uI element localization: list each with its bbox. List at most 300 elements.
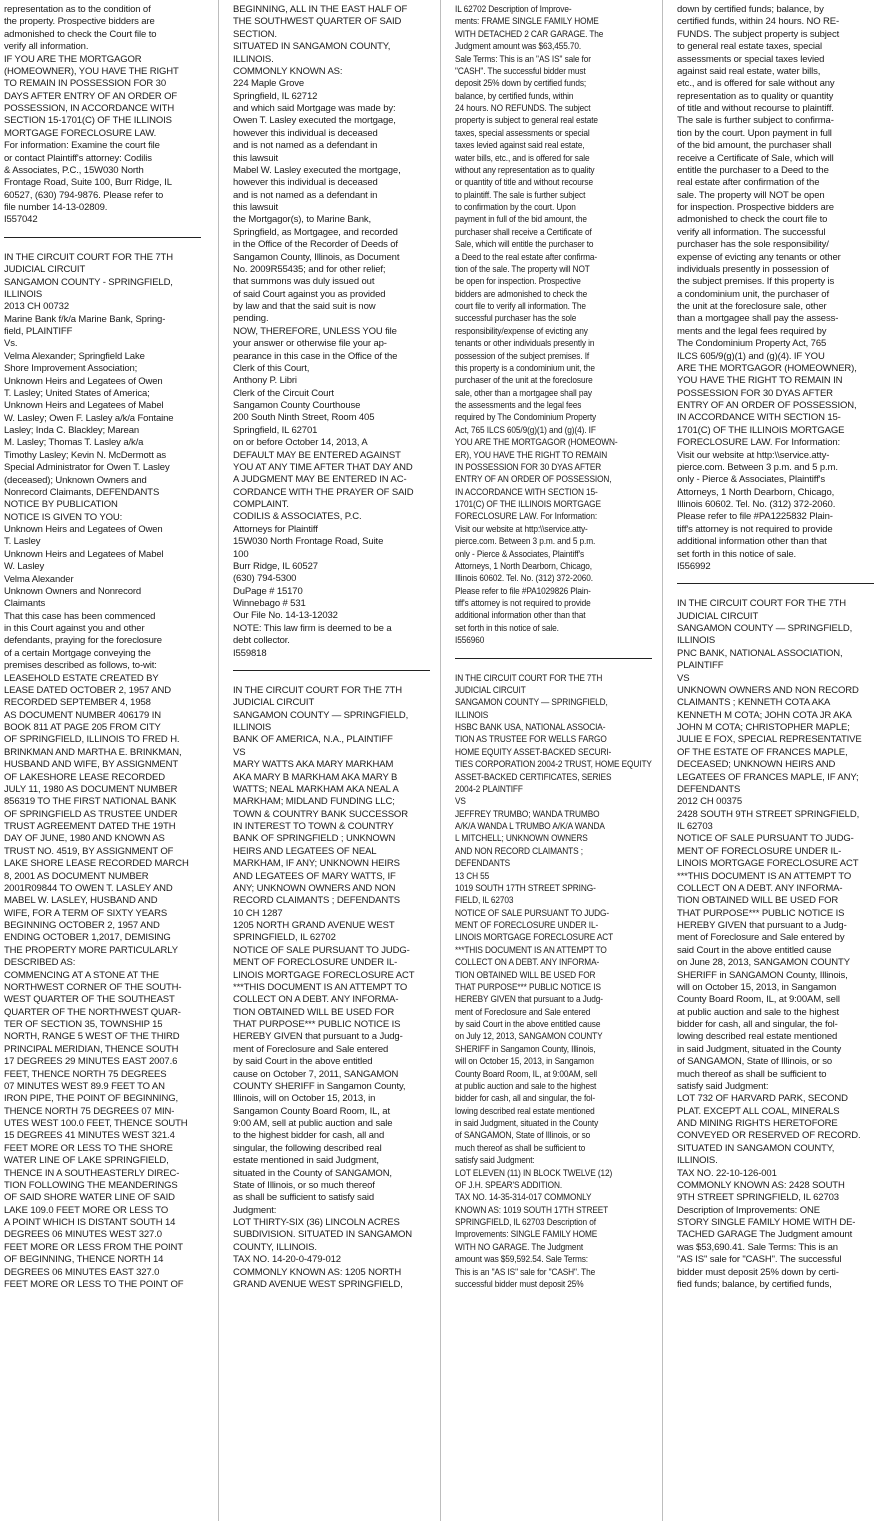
- notice-text-line: (HOMEOWNER), YOU HAVE THE RIGHT: [4, 65, 179, 77]
- notice-text-line: DAY OF JUNE, 1980 AND KNOWN AS: [4, 833, 165, 845]
- notice-text-line: only - Pierce & Associates, Plaintiff's: [455, 548, 584, 560]
- notice-text-line: BANK OF AMERICA, N.A., PLAINTIFF: [233, 734, 393, 746]
- notice-text-line: Please refer to file #PA1029826 Plain-: [455, 585, 591, 597]
- notice-text-line: responsibility/expense of evicting any: [455, 325, 588, 337]
- notice-text-line: LAKE SHORE LEASE RECORDED MARCH: [4, 858, 189, 870]
- notice-text-line: LINOIS MORTGAGE FORECLOSURE ACT: [677, 858, 859, 870]
- notice-text-line: IN THE CIRCUIT COURT FOR THE 7TH: [677, 598, 846, 610]
- notice-text-line: THAT PURPOSE*** PUBLIC NOTICE IS: [455, 981, 601, 993]
- notice-text-line: in said Judgment, situated in the County: [677, 1043, 842, 1055]
- notice-text-line: at public auction and sale to the highest: [677, 1006, 839, 1018]
- notice-text-line: successful bidder must deposit 25%: [455, 1278, 584, 1290]
- notice-text-line: TO REMAIN IN POSSESSION FOR 30: [4, 78, 166, 90]
- legal-notice: [4, 4, 201, 227]
- notice-text-line: 200 South Ninth Street, Room 405: [233, 412, 375, 424]
- notice-text-line: DuPage # 15170: [233, 585, 303, 597]
- notice-text-line: YOU ARE THE MORTGAGOR (HOMEOWN-: [455, 437, 618, 449]
- notice-text-line: I557042: [4, 214, 38, 226]
- notice-text-line: NOW, THEREFORE, UNLESS YOU file: [233, 325, 397, 337]
- notice-text-line: Act, 765 ILCS 605/9(g)(1) and (g)(4). IF: [455, 424, 596, 436]
- notice-text-line: purchaser of the unit at the foreclosure: [455, 375, 593, 387]
- notice-text-line: I559818: [233, 647, 267, 659]
- notice-text-line: LINOIS MORTGAGE FORECLOSURE ACT: [233, 969, 415, 981]
- notice-text-line: pierce.com. Between 3 p.m. and 5 p.m.: [455, 536, 596, 548]
- notice-text-line: Shore Improvement Association;: [4, 363, 138, 375]
- notice-text-line: Frontage Road, Suite 100, Burr Ridge, IL: [4, 177, 172, 189]
- notice-text-line: COLLECT ON A DEBT. ANY INFORMA-: [455, 957, 600, 969]
- notice-text-line: IN INTEREST TO TOWN & COUNTRY: [233, 821, 394, 832]
- notice-text-line: the Mortgagor(s), to Marine Bank,: [233, 214, 372, 226]
- notice-text-line: lowing described real estate mentioned: [455, 1105, 595, 1117]
- notice-text-line: WATTS; NEAL MARKHAM AKA NEAL A: [233, 783, 399, 795]
- notice-text-line: expense of evicting any tenants or other: [677, 251, 841, 263]
- notice-text-line: 856319 TO THE FIRST NATIONAL BANK: [4, 796, 177, 808]
- notice-text-line: Clerk of this Court,: [233, 362, 310, 374]
- notice-text-line: 13 CH 55: [455, 870, 490, 882]
- notice-text-line: on or before October 14, 2013, A: [233, 437, 368, 449]
- notice-text-line: NOTICE OF SALE PURSUANT TO JUDG-: [677, 833, 854, 845]
- notice-text-line: MORTGAGE FORECLOSURE LAW.: [4, 127, 157, 139]
- notice-text-line: Illinois 60602. Tel. No. (312) 372-2060.: [677, 499, 836, 510]
- notice-separator: [455, 658, 652, 659]
- notice-text-line: HUSBAND AND WIFE, BY ASSIGNMENT: [4, 759, 178, 771]
- notice-text-line: taxes, special assessments or special: [455, 127, 590, 139]
- notice-text-line: SANGAMON COUNTY — SPRINGFIELD,: [677, 623, 853, 634]
- notice-text-line: individuals presently in possession of: [677, 263, 829, 275]
- notice-text-line: 15 DEGREES 41 MINUTES WEST 321.4: [4, 1130, 175, 1142]
- notice-text-line: NOTICE BY PUBLICATION: [4, 499, 118, 511]
- notice-text-line: of the bid amount, the purchaser shall: [677, 140, 832, 152]
- notice-text-line: the unit at the foreclosure sale, other: [677, 301, 827, 312]
- notice-text-line: Unknown Owners and Nonrecord: [4, 585, 142, 597]
- notice-text-line: without any representation as to quality: [455, 164, 595, 176]
- notice-text-line: tiff's attorney is not required to provide: [455, 598, 591, 609]
- notice-text-line: County Board Room, IL, at 9:00AM, sell: [455, 1068, 597, 1080]
- notice-text-line: pierce.com. Between 3 p.m. and 5 p.m.: [677, 461, 838, 473]
- notice-text-line: MENT OF FORECLOSURE UNDER IL-: [233, 957, 398, 969]
- notice-text-line: court file to verify all information. The: [455, 301, 586, 312]
- notice-text-line: 1701(C) OF THE ILLINOIS MORTGAGE: [677, 424, 845, 436]
- notice-text-line: TAX NO. 14-20-0-479-012: [233, 1254, 341, 1266]
- notice-text-line: at public auction and sale to the highest: [455, 1080, 597, 1092]
- notice-text-line: the assessments and the legal fees: [455, 400, 582, 411]
- notice-text-line: HEREBY GIVEN that pursuant to a Judg-: [233, 1031, 403, 1043]
- notice-text-line: tenants or other individuals presently in: [455, 338, 595, 350]
- notice-text-line: OF SPRINGFIELD AS TRUSTEE UNDER: [4, 808, 178, 820]
- notice-text-line: file number 14-13-02809.: [4, 202, 108, 213]
- notice-text-line: in this Court against you and other: [4, 623, 145, 634]
- notice-text-line: 9:00 AM, sell at public auction and sale: [233, 1118, 393, 1129]
- notice-text-line: JULY 11, 1980 AS DOCUMENT NUMBER: [4, 783, 178, 795]
- notice-text-line: 1205 NORTH GRAND AVENUE WEST: [233, 920, 395, 931]
- notice-text-line: W. Lasley; Owen F. Lasley a/k/a Fontaine: [4, 412, 174, 424]
- notice-text-line: No. 2009R55435; and for other relief;: [233, 263, 386, 275]
- notice-text-line: bidder for cash, all and singular, the fol-: [677, 1019, 838, 1030]
- notice-text-line: PLAT. EXCEPT ALL COAL, MINERALS: [677, 1105, 840, 1117]
- notice-text-line: SECTION 15-1701(C) OF THE ILLINOIS: [4, 115, 172, 127]
- notice-text-line: 224 Maple Grove: [233, 78, 305, 90]
- notice-text-line: this lawsuit: [233, 202, 279, 213]
- notice-text-line: to confirmation by the court. Upon: [455, 202, 576, 213]
- notice-text-line: 100: [233, 548, 249, 560]
- notice-text-line: Lasley; Inda C. Blackley; Marean: [4, 425, 140, 436]
- notice-text-line: on June 28, 2013, SANGAMON COUNTY: [677, 957, 850, 969]
- notice-text-line: ment of Foreclosure and Sale entered by: [677, 932, 845, 944]
- notice-text-line: RECORDED SEPTEMBER 4, 1958: [4, 697, 151, 709]
- notice-text-line: SHERIFF in Sangamon County, Illinois,: [455, 1043, 596, 1055]
- notice-text-line: AND LEGATEES OF MARY WATTS, IF: [233, 870, 396, 882]
- notice-text-line: against said real estate, water bills,: [677, 65, 821, 77]
- notice-text-line: set forth in this notice of sale.: [455, 622, 559, 634]
- notice-text-line: COMPLAINT.: [233, 499, 289, 510]
- notice-text-line: admonished to check the court file to: [677, 214, 828, 226]
- notice-text-line: LEGATEES OF FRANCES MAPLE, IF ANY;: [677, 771, 859, 783]
- notice-text-line: GRAND AVENUE WEST SPRINGFIELD,: [233, 1278, 403, 1290]
- notice-text-line: tiff's attorney is not required to provide: [677, 523, 833, 535]
- notice-text-line: COLLECT ON A DEBT. ANY INFORMA-: [677, 882, 843, 894]
- notice-text-line: LOT ELEVEN (11) IN BLOCK TWELVE (12): [455, 1167, 613, 1179]
- notice-text-line: ER), YOU HAVE THE RIGHT TO REMAIN: [455, 449, 608, 461]
- notice-text-line: ***THIS DOCUMENT IS AN ATTEMPT TO: [455, 944, 607, 956]
- notice-text-line: TION OBTAINED WILL BE USED FOR: [677, 895, 839, 907]
- notice-text-line: SITUATED IN SANGAMON COUNTY,: [677, 1142, 835, 1154]
- notice-text-line: by law and that the said suit is now: [233, 301, 376, 312]
- notice-text-line: than a mortgagee shall pay the assess-: [677, 313, 839, 325]
- notice-text-line: HOME EQUITY ASSET-BACKED SECURI-: [455, 746, 612, 758]
- notice-text-line: by said Court in the above entitled cause: [455, 1019, 601, 1030]
- column-divider: [662, 0, 663, 1521]
- notice-text-line: in said Judgment, situated in the County: [455, 1118, 599, 1129]
- notice-text-line: Judgment amount was $63,455.70.: [455, 41, 582, 53]
- notice-text-line: of SANGAMON, State of Illinois, or so: [455, 1130, 591, 1142]
- notice-text-line: CONVEYED OR RESERVED OF RECORD.: [677, 1130, 861, 1142]
- notice-text-line: OF THE ESTATE OF FRANCES MAPLE,: [677, 746, 848, 758]
- notice-text-line: 10 CH 1287: [233, 907, 283, 919]
- notice-text-line: admonished to check the Court file to: [4, 28, 157, 40]
- notice-text-line: 1019 SOUTH 17TH STREET SPRING-: [455, 882, 596, 894]
- notice-text-line: Unknown Heirs and Legatees of Owen: [4, 524, 163, 535]
- notice-text-line: assessments or special taxes levied: [677, 53, 825, 65]
- notice-text-line: STORY SINGLE FAMILY HOME WITH DE-: [677, 1217, 856, 1228]
- notice-text-line: Winnebago # 531: [233, 598, 306, 609]
- notice-text-line: WITH NO GARAGE. The Judgment: [455, 1241, 584, 1253]
- notice-text-line: to general real estate taxes, special: [677, 41, 823, 53]
- notice-text-line: HSBC BANK USA, NATIONAL ASSOCIA-: [455, 722, 606, 733]
- notice-text-line: was $53,690.41. Sale Terms: This is an: [677, 1241, 838, 1253]
- notice-text-line: singular, the following described real: [233, 1142, 382, 1154]
- notice-text-line: ILLINOIS: [233, 722, 272, 733]
- notice-text-line: pending.: [233, 313, 269, 325]
- notice-text-line: 15W030 North Frontage Road, Suite: [233, 536, 384, 548]
- notice-text-line: as shall be sufficient to satisfy said: [233, 1192, 375, 1204]
- notice-text-line: premises described as follows, to-wit:: [4, 660, 157, 672]
- notice-text-line: ILLINOIS: [677, 635, 716, 647]
- notice-text-line: For information: Examine the court file: [4, 140, 160, 152]
- notice-text-line: TION FOLLOWING THE MEANDERINGS: [4, 1179, 178, 1191]
- notice-text-line: however this individual is deceased: [233, 127, 378, 139]
- notice-text-line: CLAIMANTS ; KENNETH COTA AKA: [677, 697, 831, 709]
- notice-text-line: SUBDIVISION. SITUATED IN SANGAMON: [233, 1229, 413, 1241]
- notice-text-line: SECTION.: [233, 28, 277, 40]
- notice-text-line: W. Lasley: [4, 561, 45, 573]
- notice-text-line: FORECLOSURE LAW. For Information:: [677, 437, 841, 449]
- notice-text-line: COMMONLY KNOWN AS:: [233, 65, 343, 77]
- notice-text-line: HEREBY GIVEN that pursuant to a Judg-: [455, 994, 603, 1006]
- notice-text-line: I556960: [455, 635, 485, 647]
- notice-text-line: this property is a condominium unit, the: [455, 362, 595, 374]
- notice-text-line: The Condominium Property Act, 765: [677, 338, 827, 350]
- notice-text-line: LEASE DATED OCTOBER 2, 1957 AND: [4, 684, 171, 696]
- notice-text-line: AND NON RECORD CLAIMANTS ;: [455, 845, 583, 857]
- notice-text-line: IN ACCORDANCE WITH SECTION 15-: [677, 412, 841, 424]
- notice-text-line: VS: [677, 672, 690, 684]
- notice-text-line: said Court in the above entitled cause: [677, 944, 832, 956]
- notice-text-line: SPRINGFIELD, IL 62703 Description of: [455, 1217, 596, 1228]
- notice-text-line: purchaser has the sole responsibility/: [677, 239, 829, 251]
- notice-text-line: pearance in this case in the Office of the: [233, 350, 398, 362]
- notice-text-line: IL 62702 Description of Improve-: [455, 4, 572, 15]
- notice-text-line: set forth in this notice of sale.: [677, 548, 797, 560]
- notice-text-line: Attorneys, 1 North Dearborn, Chicago,: [677, 486, 835, 498]
- notice-text-line: and is not named as a defendant in: [233, 189, 378, 201]
- notice-text-line: only - Pierce & Associates, Plaintiff's: [677, 474, 825, 486]
- notice-text-line: 07 MINUTES WEST 89.9 FEET TO AN: [4, 1080, 165, 1092]
- notice-text-line: AS DOCUMENT NUMBER 406179 IN: [4, 709, 161, 721]
- notice-text-line: LOT THIRTY-SIX (36) LINCOLN ACRES: [233, 1217, 400, 1228]
- notice-text-line: OF BEGINNING, THENCE NORTH 14: [4, 1254, 164, 1266]
- notice-text-line: A JUDGMENT MAY BE ENTERED IN AC-: [233, 474, 407, 486]
- notice-text-line: TACHED GARAGE The Judgment amount: [677, 1229, 853, 1241]
- notice-text-line: BEGINNING, ALL IN THE EAST HALF OF: [233, 4, 408, 15]
- notice-text-line: Marine Bank f/k/a Marine Bank, Spring-: [4, 313, 166, 325]
- notice-text-line: MARKHAM, IF ANY; UNKNOWN HEIRS: [233, 858, 400, 870]
- notice-text-line: YOU HAVE THE RIGHT TO REMAIN IN: [677, 375, 843, 387]
- notice-text-line: DEFENDANTS: [455, 858, 511, 870]
- notice-text-line: This is an "AS IS" sale for "CASH". The: [455, 1266, 596, 1278]
- notice-text-line: the property. Prospective bidders are: [4, 16, 155, 28]
- notice-text-line: Mabel W. Lasley executed the mortgage,: [233, 164, 401, 176]
- notice-text-line: RECORD CLAIMANTS ; DEFENDANTS: [233, 895, 401, 907]
- notice-text-line: Claimants: [4, 598, 46, 610]
- notice-text-line: estate mentioned in said Judgment,: [233, 1155, 379, 1167]
- notice-text-line: lowing described real estate mentioned: [677, 1031, 838, 1043]
- notice-text-line: JOHN M COTA; CHRISTOPHER MAPLE;: [677, 722, 850, 733]
- notice-text-line: 1701(C) OF THE ILLINOIS MORTGAGE: [455, 499, 601, 510]
- notice-text-line: Anthony P. Libri: [233, 375, 297, 387]
- notice-text-line: in the Office of the Recorder of Deeds of: [233, 239, 398, 251]
- notice-text-line: Visit our website at http:\\service.atty-: [455, 523, 588, 535]
- notice-text-line: possession of the subject premises. If: [455, 350, 590, 362]
- notice-text-line: WEST QUARTER OF THE SOUTHEAST: [4, 994, 175, 1006]
- column-1: [4, 4, 201, 1519]
- notice-text-line: POSSESSION FOR 30 DYAS AFTER: [677, 387, 833, 399]
- legal-notice: [4, 252, 201, 1292]
- notice-text-line: Velma Alexander: [4, 573, 74, 585]
- notice-text-line: BANK OF SPRINGFIELD ; UNKNOWN: [233, 833, 396, 845]
- notice-text-line: FUNDS. The subject property is subject: [677, 28, 840, 40]
- notice-text-line: ILLINOIS.: [677, 1155, 718, 1167]
- notice-text-line: State of Illinois, or so much thereof: [233, 1179, 375, 1191]
- column-divider: [440, 0, 441, 1521]
- notice-text-line: THENCE NORTH 75 DEGREES 07 MIN-: [4, 1105, 175, 1117]
- notice-text-line: Illinois 60602. Tel. No. (312) 372-2060.: [455, 573, 593, 585]
- notice-text-line: NOTICE OF SALE PURSUANT TO JUDG-: [233, 944, 410, 956]
- notice-text-line: COMMENCING AT A STONE AT THE: [4, 969, 160, 981]
- notice-text-line: NOTICE IS GIVEN TO YOU:: [4, 511, 123, 523]
- notice-text-line: 2004-2 PLAINTIFF: [455, 783, 523, 795]
- notice-text-line: Springfield, as Mortgagee, and recorded: [233, 226, 398, 238]
- notice-text-line: certified funds, within 24 hours. NO RE-: [677, 16, 840, 28]
- notice-text-line: HEREBY GIVEN that pursuant to a Judg-: [677, 920, 847, 931]
- notice-text-line: TAX NO. 22-10-126-001: [677, 1167, 777, 1179]
- notice-text-line: tion by the court. Upon payment in full: [677, 127, 832, 139]
- notice-text-line: taxes levied against said real estate,: [455, 140, 585, 152]
- notice-text-line: WITH DETACHED 2 CAR GARAGE. The: [455, 28, 604, 40]
- notice-text-line: OF LAKESHORE LEASE RECORDED: [4, 771, 165, 783]
- notice-text-line: The sale is further subject to confirma-: [677, 115, 834, 127]
- notice-text-line: FORECLOSURE LAW. For Information:: [455, 511, 598, 523]
- notice-text-line: ANY; UNKNOWN OWNERS AND NON: [233, 882, 396, 894]
- notice-text-line: ENTRY OF AN ORDER OF POSSESSION,: [677, 400, 857, 411]
- notice-text-line: additional information other than that: [455, 610, 586, 622]
- notice-text-line: field, PLAINTIFF: [4, 326, 73, 337]
- notice-text-line: LEASEHOLD ESTATE CREATED BY: [4, 672, 159, 684]
- notice-text-line: QUARTER OF THE NORTHWEST QUAR-: [4, 1006, 181, 1018]
- notice-text-line: on July 12, 2013, SANGAMON COUNTY: [455, 1031, 603, 1043]
- notice-text-line: BOOK 811 AT PAGE 205 FROM CITY: [4, 722, 161, 733]
- notice-text-line: ments: FRAME SINGLE FAMILY HOME: [455, 16, 599, 28]
- notice-text-line: to plaintiff. The sale is further subject: [455, 189, 586, 201]
- notice-text-line: amount was $59,592.54. Sale Terms:: [455, 1254, 589, 1266]
- notice-text-line: OF SAID SHORE WATER LINE OF SAID: [4, 1192, 175, 1204]
- notice-text-line: Timothy Lasley; Kevin N. McDermott as: [4, 449, 167, 461]
- notice-text-line: JUDICIAL CIRCUIT: [677, 610, 759, 622]
- notice-text-line: Sangamon County Board Room, IL, at: [233, 1105, 390, 1117]
- notice-text-line: SANGAMON COUNTY - SPRINGFIELD,: [4, 276, 173, 288]
- notice-text-line: L MITCHELL; UNKNOWN OWNERS: [455, 833, 588, 845]
- notice-text-line: additional information other than that: [677, 536, 827, 548]
- notice-text-line: NOTE: This law firm is deemed to be a: [233, 622, 392, 634]
- notice-text-line: bidders are admonished to check the: [455, 288, 588, 300]
- notice-text-line: DEGREES 06 MINUTES WEST 327.0: [4, 1229, 162, 1241]
- notice-text-line: COMMONLY KNOWN AS: 2428 SOUTH: [677, 1179, 845, 1191]
- notice-text-line: verify all information.: [4, 41, 89, 53]
- notice-text-line: IN THE CIRCUIT COURT FOR THE 7TH: [4, 251, 173, 263]
- notice-text-line: DEGREES 06 MINUTES EAST 327.0: [4, 1266, 160, 1278]
- notice-text-line: FEET MORE OR LESS FROM THE POINT: [4, 1241, 183, 1253]
- notice-separator: [4, 237, 201, 238]
- notice-text-line: however this individual is deceased: [233, 177, 378, 189]
- column-4: [677, 4, 874, 1519]
- notice-text-line: ILLINOIS.: [233, 53, 274, 65]
- notice-text-line: of a certain Mortgage conveying the: [4, 647, 151, 659]
- notice-text-line: DECEASED; UNKNOWN HEIRS AND: [677, 759, 836, 771]
- notice-text-line: CODILIS & ASSOCIATES, P.C.: [233, 511, 362, 523]
- notice-text-line: KENNETH M COTA; JOHN COTA JR AKA: [677, 709, 852, 721]
- notice-text-line: TRUST AGREEMENT DATED THE 19TH: [4, 821, 176, 832]
- notice-text-line: A/K/A WANDA L TRUMBO A/K/A WANDA: [455, 821, 605, 832]
- notice-text-line: IN THE CIRCUIT COURT FOR THE 7TH: [455, 672, 603, 684]
- notice-text-line: TIES CORPORATION 2004-2 TRUST, HOME EQUITY: [455, 759, 652, 771]
- notice-text-line: ILLINOIS: [455, 709, 489, 721]
- notice-text-line: (630) 794-5300: [233, 573, 297, 585]
- notice-text-line: OF SPRINGFIELD, ILLINOIS TO FRED H.: [4, 734, 180, 746]
- notice-text-line: Attorneys for Plaintiff: [233, 523, 318, 535]
- notice-text-line: your answer or otherwise file your ap-: [233, 338, 387, 350]
- notice-text-line: VS: [233, 746, 246, 758]
- notice-text-line: receive a Certificate of Sale, which will: [677, 152, 834, 164]
- notice-text-line: to the highest bidder for cash, all and: [233, 1130, 385, 1142]
- legal-notice: [455, 4, 652, 648]
- notice-text-line: 60527, (630) 794-9876. Please refer to: [4, 189, 164, 201]
- notice-text-line: DEFENDANTS: [677, 783, 741, 795]
- notice-text-line: verify all information. The successful: [677, 226, 826, 238]
- notice-text-line: 2001R09844 TO OWEN T. LASLEY AND: [4, 882, 173, 894]
- notice-text-line: Clerk of the Circuit Court: [233, 387, 334, 399]
- notice-text-line: ment of Foreclosure and Sale entered: [233, 1043, 389, 1055]
- notice-text-line: and which said Mortgage was made by:: [233, 103, 396, 114]
- legal-notice: [677, 4, 874, 573]
- notice-text-line: Attorneys, 1 North Dearborn, Chicago,: [455, 560, 592, 572]
- notice-text-line: Visit our website at http:\\service.atty-: [677, 449, 830, 461]
- notice-text-line: JUDICIAL CIRCUIT: [4, 264, 86, 276]
- notice-text-line: MARY WATTS AKA MARY MARKHAM: [233, 759, 394, 771]
- notice-text-line: or quantity of title and without recourse: [455, 177, 593, 189]
- notice-text-line: A POINT WHICH IS DISTANT SOUTH 14: [4, 1217, 176, 1228]
- notice-text-line: this lawsuit: [233, 152, 279, 164]
- notice-text-line: VS: [455, 796, 466, 808]
- notice-text-line: Sangamon County Courthouse: [233, 400, 361, 411]
- notice-text-line: defendants, praying for the foreclosure: [4, 635, 162, 647]
- notice-text-line: debt collector.: [233, 635, 290, 647]
- notice-text-line: DAYS AFTER ENTRY OF AN ORDER OF: [4, 90, 178, 102]
- notice-text-line: Description of Improvements: ONE: [677, 1204, 820, 1216]
- notice-text-line: AKA MARY B MARKHAM AKA MARY B: [233, 771, 398, 783]
- notice-text-line: T. Lasley; United States of America;: [4, 387, 150, 399]
- notice-text-line: PNC BANK, NATIONAL ASSOCIATION,: [677, 647, 843, 659]
- notice-text-line: MENT OF FORECLOSURE UNDER IL-: [677, 845, 842, 857]
- notice-text-line: tion of the sale. The property will NOT: [455, 263, 590, 275]
- notice-text-line: satisfy said Judgment:: [677, 1080, 769, 1092]
- notice-text-line: FIELD, IL 62703: [455, 895, 514, 907]
- notice-text-line: ENDING OCTOBER 1,2017, DEMISING: [4, 932, 171, 944]
- notice-text-line: cause on October 7, 2011, SANGAMON: [233, 1068, 399, 1080]
- notice-text-line: bidder must deposit 25% down by certi-: [677, 1266, 839, 1278]
- notice-text-line: MABEL W. LASLEY, HUSBAND AND: [4, 895, 158, 907]
- notice-text-line: NOTICE OF SALE PURSUANT TO JUDG-: [455, 907, 610, 919]
- notice-text-line: and is not named as a defendant in: [233, 140, 378, 152]
- notice-text-line: 8, 2001 AS DOCUMENT NUMBER: [4, 870, 149, 882]
- legal-notice: [233, 685, 430, 1291]
- notice-text-line: & Associates, P.C., 15W030 North: [4, 164, 144, 176]
- notice-text-line: WATER LINE OF LAKE SPRINGFIELD,: [4, 1155, 169, 1167]
- notice-text-line: 24 hours. NO REFUNDS. The subject: [455, 103, 591, 114]
- notice-text-line: THAT PURPOSE*** PUBLIC NOTICE IS: [233, 1019, 401, 1030]
- notice-text-line: MENT OF FORECLOSURE UNDER IL-: [455, 920, 599, 931]
- notice-text-line: Sangamon County, Illinois, as Document: [233, 251, 400, 263]
- notice-text-line: ASSET-BACKED CERTIFICATES, SERIES: [455, 771, 612, 783]
- notice-text-line: will on October 15, 2013, in Sangamon: [677, 981, 837, 993]
- notice-text-line: Nonrecord Claimants, DEFENDANTS: [4, 486, 160, 498]
- notice-text-line: IN POSSESSION FOR 30 DYAS AFTER: [455, 461, 602, 473]
- notice-text-line: 2013 CH 00732: [4, 301, 69, 313]
- notice-text-line: SITUATED IN SANGAMON COUNTY,: [233, 41, 391, 53]
- notice-text-line: BEGINNING OCTOBER 2, 1957 AND: [4, 920, 160, 931]
- notice-text-line: PLAINTIFF: [677, 660, 724, 672]
- notice-text-line: the subject premises. If this property is: [677, 276, 835, 288]
- column-divider: [218, 0, 219, 1521]
- notice-text-line: IN THE CIRCUIT COURT FOR THE 7TH: [233, 684, 402, 696]
